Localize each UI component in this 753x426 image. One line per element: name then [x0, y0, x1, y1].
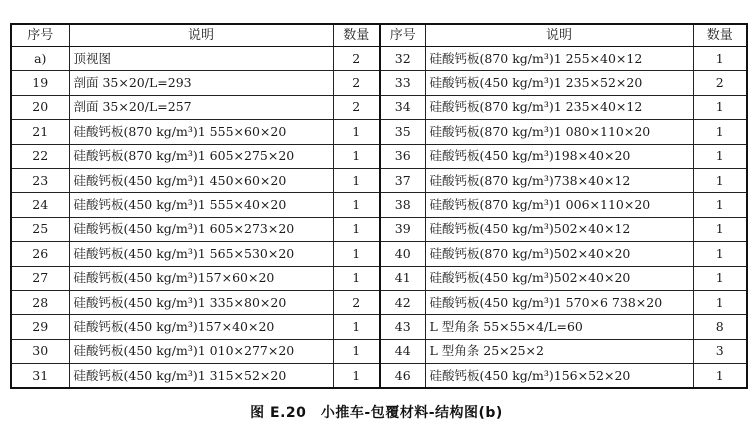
- cell-qty: 1: [333, 120, 380, 144]
- cell-qty: 2: [333, 290, 380, 314]
- cell-qty: 1: [333, 217, 380, 241]
- header-desc-left: 说明: [69, 24, 333, 47]
- table-body: [11, 47, 747, 389]
- cell-qty: 1: [333, 144, 380, 168]
- cell-no: 41: [380, 266, 425, 290]
- cell-desc: 硅酸钙板(870 kg/m³)1 605×275×20: [69, 144, 333, 168]
- parts-list: [10, 23, 746, 389]
- cell-no: 30: [11, 339, 69, 363]
- cell-no: 22: [11, 144, 69, 168]
- cell-qty: 1: [333, 315, 380, 339]
- table-row: [11, 168, 747, 192]
- cell-desc: 硅酸钙板(870 kg/m³)1 255×40×12: [425, 47, 693, 71]
- table-row: [11, 290, 747, 314]
- cell-desc: 硅酸钙板(450 kg/m³)1 605×273×20: [69, 217, 333, 241]
- table-row: [11, 266, 747, 290]
- cell-no: 28: [11, 290, 69, 314]
- cell-desc: 硅酸钙板(450 kg/m³)502×40×20: [425, 266, 693, 290]
- table-row: [11, 71, 747, 95]
- cell-no: a): [11, 47, 69, 71]
- cell-no: 19: [11, 71, 69, 95]
- parts-table: [10, 23, 748, 389]
- cell-no: 21: [11, 120, 69, 144]
- cell-no: 26: [11, 242, 69, 266]
- cell-qty: 1: [333, 168, 380, 192]
- table-row: [11, 144, 747, 168]
- table-row: [11, 95, 747, 119]
- cell-qty: 1: [693, 168, 747, 192]
- table-row: [11, 217, 747, 241]
- header-no-left: 序号: [11, 24, 69, 47]
- cell-qty: 1: [693, 242, 747, 266]
- header-qty-left: 数量: [333, 24, 380, 47]
- cell-qty: 1: [693, 47, 747, 71]
- cell-qty: 1: [333, 266, 380, 290]
- cell-qty: 1: [333, 193, 380, 217]
- header-no-right: 序号: [380, 24, 425, 47]
- table-row: [11, 339, 747, 363]
- cell-no: 46: [380, 364, 425, 389]
- header-desc-right: 说明: [425, 24, 693, 47]
- cell-qty: 1: [693, 364, 747, 389]
- table-row: [11, 120, 747, 144]
- cell-no: 25: [11, 217, 69, 241]
- cell-desc: 硅酸钙板(450 kg/m³)157×40×20: [69, 315, 333, 339]
- cell-desc: 剖面 35×20/L=257: [69, 95, 333, 119]
- cell-no: 29: [11, 315, 69, 339]
- cell-desc: 硅酸钙板(450 kg/m³)1 315×52×20: [69, 364, 333, 389]
- cell-qty: 1: [693, 290, 747, 314]
- cell-desc: 硅酸钙板(870 kg/m³)738×40×12: [425, 168, 693, 192]
- table-row: [11, 193, 747, 217]
- cell-desc: 硅酸钙板(450 kg/m³)1 235×52×20: [425, 71, 693, 95]
- cell-no: 35: [380, 120, 425, 144]
- cell-no: 43: [380, 315, 425, 339]
- table-row: [11, 315, 747, 339]
- cell-no: 23: [11, 168, 69, 192]
- cell-qty: 2: [693, 71, 747, 95]
- cell-no: 33: [380, 71, 425, 95]
- cell-desc: 硅酸钙板(870 kg/m³)1 006×110×20: [425, 193, 693, 217]
- cell-qty: 1: [333, 242, 380, 266]
- cell-desc: 顶视图: [69, 47, 333, 71]
- cell-desc: 硅酸钙板(450 kg/m³)198×40×20: [425, 144, 693, 168]
- cell-desc: 硅酸钙板(450 kg/m³)1 565×530×20: [69, 242, 333, 266]
- cell-qty: 3: [693, 339, 747, 363]
- figure-caption: 图 E.20 小推车-包覆材料-结构图(b): [250, 405, 503, 421]
- cell-qty: 2: [333, 71, 380, 95]
- cell-no: 40: [380, 242, 425, 266]
- cell-desc: 剖面 35×20/L=293: [69, 71, 333, 95]
- cell-no: 42: [380, 290, 425, 314]
- cell-desc: 硅酸钙板(450 kg/m³)156×52×20: [425, 364, 693, 389]
- cell-desc: L 型角条 25×25×2: [425, 339, 693, 363]
- cell-no: 31: [11, 364, 69, 389]
- cell-qty: 1: [693, 217, 747, 241]
- cell-no: 38: [380, 193, 425, 217]
- cell-desc: 硅酸钙板(870 kg/m³)1 555×60×20: [69, 120, 333, 144]
- cell-qty: 1: [693, 120, 747, 144]
- cell-qty: 1: [333, 364, 380, 389]
- table-row: [11, 242, 747, 266]
- cell-no: 39: [380, 217, 425, 241]
- cell-desc: 硅酸钙板(870 kg/m³)502×40×20: [425, 242, 693, 266]
- header-row: [11, 24, 747, 47]
- cell-no: 34: [380, 95, 425, 119]
- cell-desc: 硅酸钙板(450 kg/m³)1 555×40×20: [69, 193, 333, 217]
- cell-qty: 1: [333, 339, 380, 363]
- table-row: [11, 364, 747, 389]
- cell-desc: L 型角条 55×55×4/L=60: [425, 315, 693, 339]
- cell-no: 20: [11, 95, 69, 119]
- cell-qty: 1: [693, 95, 747, 119]
- cell-desc: 硅酸钙板(450 kg/m³)1 010×277×20: [69, 339, 333, 363]
- cell-no: 44: [380, 339, 425, 363]
- cell-no: 36: [380, 144, 425, 168]
- cell-desc: 硅酸钙板(450 kg/m³)157×60×20: [69, 266, 333, 290]
- cell-no: 32: [380, 47, 425, 71]
- cell-qty: 2: [333, 95, 380, 119]
- cell-qty: 1: [693, 144, 747, 168]
- cell-desc: 硅酸钙板(870 kg/m³)1 235×40×12: [425, 95, 693, 119]
- cell-no: 37: [380, 168, 425, 192]
- cell-no: 24: [11, 193, 69, 217]
- cell-qty: 8: [693, 315, 747, 339]
- table-row: [11, 47, 747, 71]
- cell-desc: 硅酸钙板(870 kg/m³)1 080×110×20: [425, 120, 693, 144]
- header-qty-right: 数量: [693, 24, 747, 47]
- cell-desc: 硅酸钙板(450 kg/m³)1 570×6 738×20: [425, 290, 693, 314]
- cell-desc: 硅酸钙板(450 kg/m³)1 335×80×20: [69, 290, 333, 314]
- cell-no: 27: [11, 266, 69, 290]
- cell-desc: 硅酸钙板(450 kg/m³)1 450×60×20: [69, 168, 333, 192]
- cell-qty: 2: [333, 47, 380, 71]
- cell-qty: 1: [693, 266, 747, 290]
- cell-qty: 1: [693, 193, 747, 217]
- cell-desc: 硅酸钙板(450 kg/m³)502×40×12: [425, 217, 693, 241]
